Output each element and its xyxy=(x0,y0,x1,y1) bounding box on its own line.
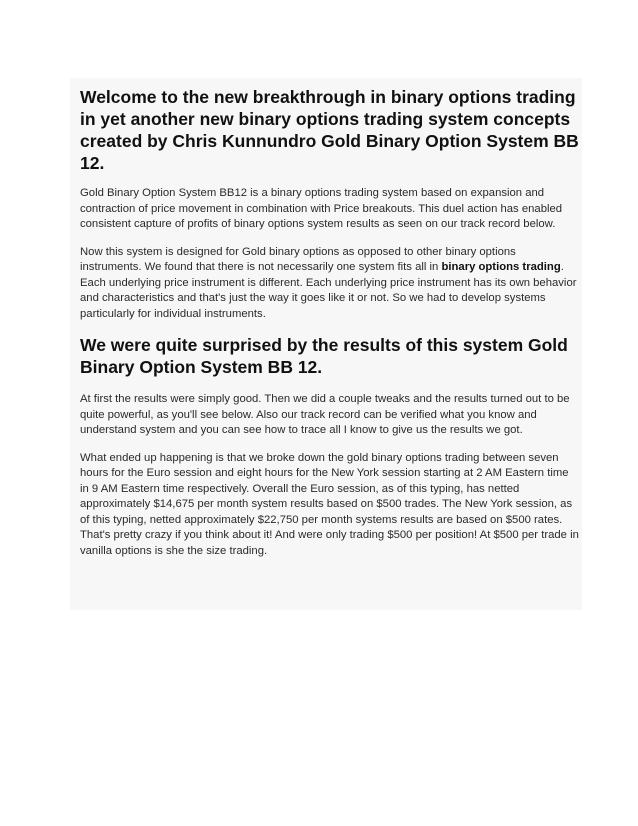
section-heading: We were quite surprised by the results of this system Gold Binary Option System BB 12. xyxy=(80,335,568,377)
system-paragraph-text-1: Now this system is designed for Gold binary options as opposed to other binary options instruments. We found that there is not necessarily one system fits all in xyxy=(80,245,516,273)
intro-paragraph: Gold Binary Option System BB12 is a binary options trading system based on expansion and contraction of price movement in combination with Price breakouts. This duel action has enabled consistent capture of profits of binary options system results as seen on our track record below. xyxy=(80,187,563,230)
results-paragraph: At first the results were simply good. Then we did a couple tweaks and the results turned out to be quite powerful, as you'll see below. Also our track record can be verified what you know and understand system and you can see how to trace all I know to give us the results we got. xyxy=(80,393,570,436)
document-body xyxy=(80,86,580,571)
page-title: Welcome to the new breakthrough in binary options trading in yet another new binary options trading system concepts created by Chris Kunnundro Gold Binary Option System BB 12. xyxy=(80,87,579,173)
system-paragraph-text-2: . Each underlying price instrument is different. Each underlying price instrument has its own behavior and characteristics and that's just the way it goes like it or not. So we had to develop systems particularly for individual instruments. xyxy=(80,261,577,320)
system-paragraph xyxy=(80,245,580,323)
sessions-paragraph: What ended up happening is that we broke down the gold binary options trading between seven hours for the Euro session and eight hours for the New York session starting at 2 AM Eastern time in 9 AM Eastern time respectively. Overall the Euro session, as of this typing, has netted approximately $14,675 per month system results based on $500 trades. The New York session, as of this typing, netted approximately $22,750 per month systems results are based on $500 rates. That's pretty crazy if you think about it! And were only trading $500 per position! At $500 per trade in vanilla options is she the size trading. xyxy=(80,451,579,557)
binary-options-trading-emphasis: binary options trading xyxy=(441,261,561,273)
